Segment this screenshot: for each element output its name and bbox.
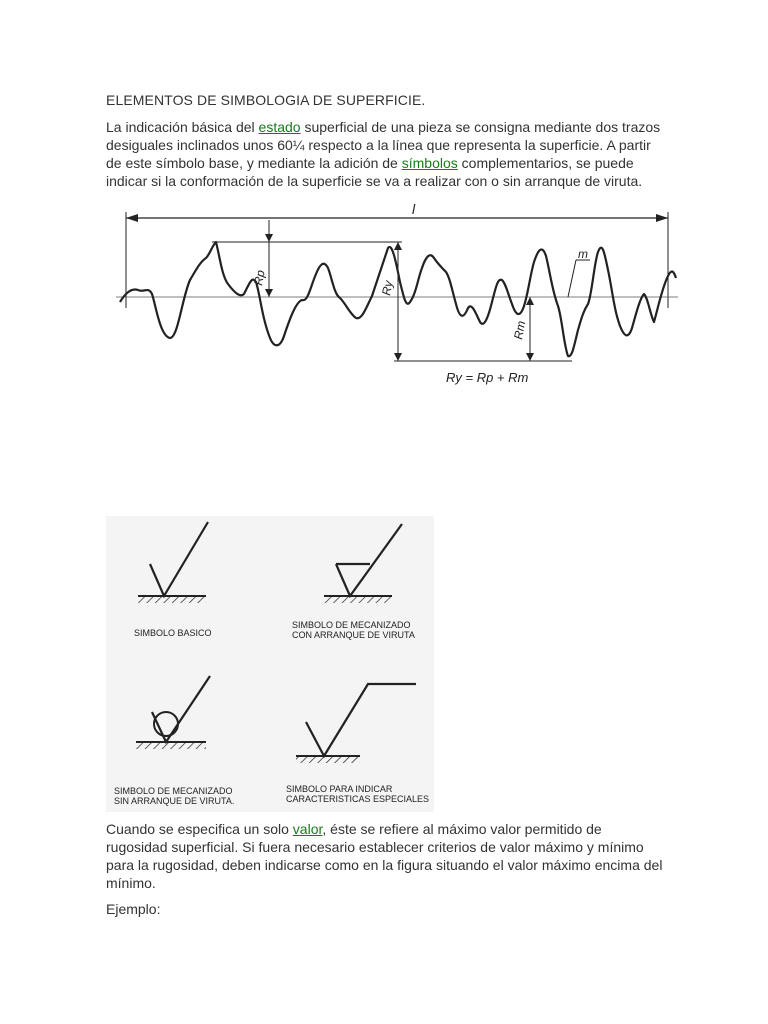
caption-machining — [292, 620, 415, 640]
m-label: m — [578, 247, 588, 261]
caption-no-machining-line2: SIN ARRANQUE DE VIRUTA. — [114, 796, 235, 806]
intro-text-1: La indicación básica del — [106, 119, 259, 135]
caption-special-line2: CARACTERISTICAS ESPECIALES — [286, 794, 430, 804]
surface-symbols-figure — [106, 516, 434, 812]
machining-removal-symbol — [324, 524, 402, 603]
length-arrow-right — [656, 214, 668, 222]
ry-label: Ry — [379, 279, 396, 297]
intro-paragraph — [106, 118, 666, 190]
caption-no-machining — [114, 786, 234, 806]
basic-symbol — [138, 522, 208, 603]
profile-formula: Ry = Rp + Rm — [446, 370, 529, 385]
caption-basic: SIMBOLO BASICO — [134, 628, 212, 638]
value-text-2: , éste se refiere al máximo valor permitido de rugosidad superficial. Si fuera necesario establecer criterios de valor máximo y mínimo para la rugosidad, deben indicarse como en la figura situando el valor máximo encima del mínimo. — [106, 821, 663, 891]
special-characteristics-symbol — [296, 684, 416, 763]
rm-label: Rm — [511, 319, 529, 341]
length-label: l — [412, 201, 416, 217]
caption-machining-line2: CON ARRANQUE DE VIRUTA — [292, 630, 415, 640]
machining-no-removal-symbol — [136, 676, 210, 749]
intro-text-2: superficial de una pieza se consigna mediante dos trazos desiguales inclinados unos 60¼ respecto a la línea que representa la superficie. A partir de este símbolo base, y mediante la adición de — [106, 119, 661, 171]
caption-machining-line1: SIMBOLO DE MECANIZADO — [292, 620, 411, 630]
value-paragraph — [106, 820, 666, 892]
caption-special — [286, 784, 429, 804]
link-valor[interactable]: valor — [292, 821, 323, 837]
rp-label: Rp — [251, 268, 268, 287]
value-text-1: Cuando se especifica un solo — [106, 821, 293, 837]
caption-special-line1: SIMBOLO PARA INDICAR — [286, 784, 393, 794]
intro-text-3: complementarios, se puede indicar si la conformación de la superficie se va a realizar con o sin arranque de viruta. — [106, 155, 643, 189]
symbols-drawing — [106, 516, 434, 812]
length-arrow-left — [126, 214, 138, 222]
caption-no-machining-line1: SIMBOLO DE MECANIZADO — [114, 786, 233, 796]
m-leader — [568, 260, 576, 297]
link-estado[interactable]: estado — [258, 119, 301, 135]
roughness-profile-figure — [112, 198, 682, 394]
example-label: Ejemplo: — [106, 901, 161, 917]
page-heading: ELEMENTOS DE SIMBOLOGIA DE SUPERFICIE. — [106, 92, 426, 108]
link-simbolos[interactable]: símbolos — [401, 155, 458, 171]
